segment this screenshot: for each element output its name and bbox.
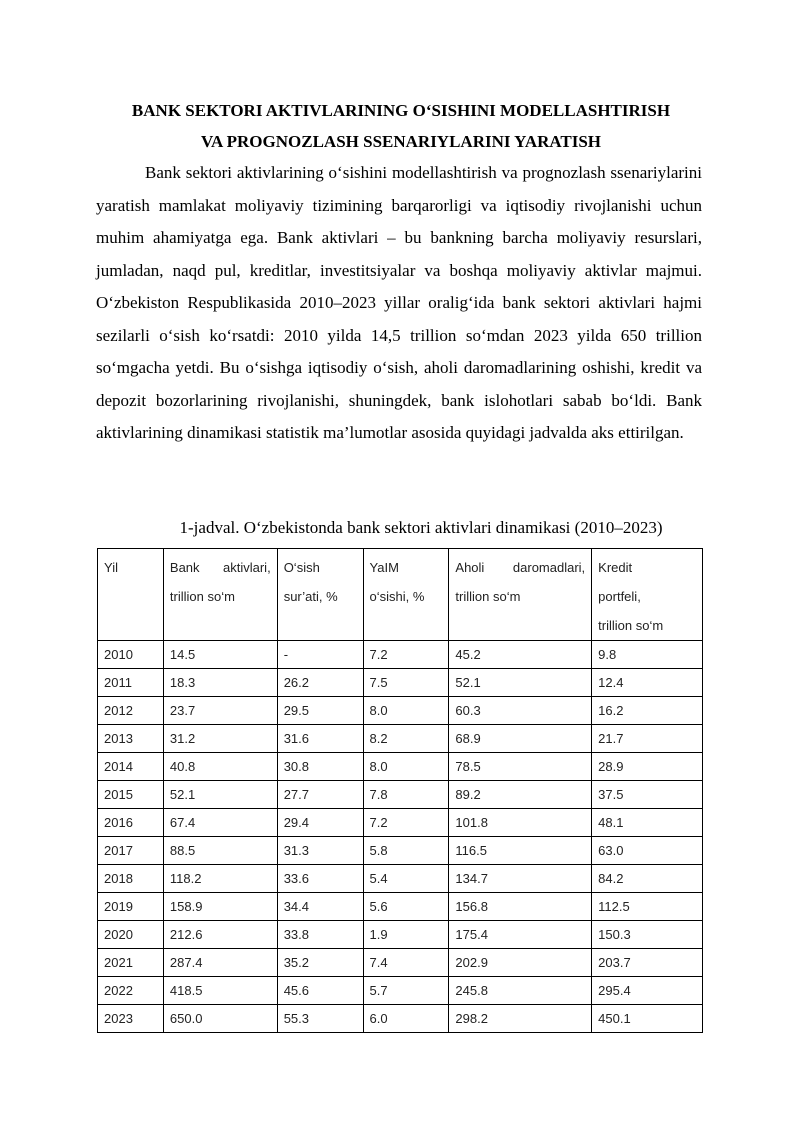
table-row (98, 781, 703, 809)
table-header-row (98, 549, 703, 641)
cell-year: 2012 (98, 697, 164, 725)
cell-household-income: 101.8 (449, 809, 592, 837)
cell-gdp-growth: 7.8 (363, 781, 449, 809)
cell-year: 2019 (98, 893, 164, 921)
cell-growth-rate: 26.2 (277, 669, 363, 697)
cell-growth-rate: 31.6 (277, 725, 363, 753)
cell-household-income: 52.1 (449, 669, 592, 697)
cell-growth-rate: 55.3 (277, 1005, 363, 1033)
cell-bank-assets: 52.1 (163, 781, 277, 809)
cell-growth-rate: 33.8 (277, 921, 363, 949)
cell-credit-portfolio: 48.1 (592, 809, 703, 837)
cell-credit-portfolio: 63.0 (592, 837, 703, 865)
cell-gdp-growth: 5.6 (363, 893, 449, 921)
cell-growth-rate: 29.5 (277, 697, 363, 725)
cell-bank-assets: 418.5 (163, 977, 277, 1005)
cell-growth-rate: 34.4 (277, 893, 363, 921)
cell-bank-assets: 118.2 (163, 865, 277, 893)
cell-growth-rate: - (277, 641, 363, 669)
cell-household-income: 78.5 (449, 753, 592, 781)
cell-household-income: 116.5 (449, 837, 592, 865)
cell-gdp-growth: 7.2 (363, 809, 449, 837)
cell-gdp-growth: 5.4 (363, 865, 449, 893)
cell-household-income: 60.3 (449, 697, 592, 725)
cell-bank-assets: 14.5 (163, 641, 277, 669)
cell-growth-rate: 30.8 (277, 753, 363, 781)
table-row (98, 893, 703, 921)
table-body (98, 641, 703, 1033)
cell-household-income: 202.9 (449, 949, 592, 977)
cell-bank-assets: 23.7 (163, 697, 277, 725)
table-row (98, 977, 703, 1005)
document-title (96, 95, 706, 157)
cell-year: 2023 (98, 1005, 164, 1033)
cell-credit-portfolio: 12.4 (592, 669, 703, 697)
table-row (98, 949, 703, 977)
cell-credit-portfolio: 16.2 (592, 697, 703, 725)
table-row (98, 1005, 703, 1033)
cell-gdp-growth: 5.8 (363, 837, 449, 865)
cell-gdp-growth: 8.0 (363, 753, 449, 781)
cell-bank-assets: 67.4 (163, 809, 277, 837)
cell-year: 2013 (98, 725, 164, 753)
cell-gdp-growth: 7.2 (363, 641, 449, 669)
cell-household-income: 298.2 (449, 1005, 592, 1033)
cell-bank-assets: 88.5 (163, 837, 277, 865)
header-growth-rate: O‘sish sur’ati, % (277, 549, 363, 641)
cell-bank-assets: 650.0 (163, 1005, 277, 1033)
cell-year: 2010 (98, 641, 164, 669)
cell-bank-assets: 40.8 (163, 753, 277, 781)
cell-credit-portfolio: 84.2 (592, 865, 703, 893)
cell-gdp-growth: 7.5 (363, 669, 449, 697)
table-row (98, 641, 703, 669)
cell-bank-assets: 31.2 (163, 725, 277, 753)
header-bank-assets: Bank aktivlari, trillion so‘m (163, 549, 277, 641)
cell-credit-portfolio: 203.7 (592, 949, 703, 977)
table-row (98, 753, 703, 781)
cell-growth-rate: 45.6 (277, 977, 363, 1005)
bank-assets-table (97, 548, 703, 1033)
header-household-income: Aholi daromadlari, trillion so‘m (449, 549, 592, 641)
cell-growth-rate: 33.6 (277, 865, 363, 893)
cell-year: 2017 (98, 837, 164, 865)
cell-credit-portfolio: 37.5 (592, 781, 703, 809)
cell-year: 2020 (98, 921, 164, 949)
table-row (98, 865, 703, 893)
cell-household-income: 134.7 (449, 865, 592, 893)
table-row (98, 669, 703, 697)
cell-credit-portfolio: 9.8 (592, 641, 703, 669)
cell-gdp-growth: 8.2 (363, 725, 449, 753)
header-year: Yil (98, 549, 164, 641)
cell-credit-portfolio: 21.7 (592, 725, 703, 753)
cell-credit-portfolio: 150.3 (592, 921, 703, 949)
title-line-1: BANK SEKTORI AKTIVLARINING O‘SISHINI MODELLASHTIRISH (131, 101, 671, 120)
cell-household-income: 68.9 (449, 725, 592, 753)
cell-year: 2011 (98, 669, 164, 697)
cell-year: 2022 (98, 977, 164, 1005)
table-row (98, 837, 703, 865)
table-row (98, 725, 703, 753)
table-row (98, 697, 703, 725)
cell-gdp-growth: 6.0 (363, 1005, 449, 1033)
cell-growth-rate: 29.4 (277, 809, 363, 837)
intro-paragraph: Bank sektori aktivlarining o‘sishini modellashtirish va prognozlash ssenariylarini yaratish mamlakat moliyaviy tizimining barqarorligi va iqtisodiy rivojlanishi uchun muhim ahamiyatga ega. Bank aktivlari – bu bankning barcha moliyaviy resurslari, jumladan, naqd pul, kreditlar, investitsiyalar va boshqa moliyaviy aktivlar majmui. O‘zbekiston Respublikasida 2010–2023 yillar oralig‘ida bank sektori aktivlari hajmi sezilarli o‘sish ko‘rsatdi: 2010 yilda 14,5 trillion so‘mdan 2023 yilda 650 trillion so‘mgacha yetdi. Bu o‘sishga iqtisodiy o‘sish, aholi daromadlarining oshishi, kredit va depozit bozorlarining rivojlanishi, shuningdek, bank islohotlari sabab bo‘ldi. Bank aktivlarining dinamikasi statistik ma’lumotlar asosida quyidagi jadvalda aks ettirilgan. (96, 163, 702, 442)
cell-gdp-growth: 8.0 (363, 697, 449, 725)
cell-household-income: 175.4 (449, 921, 592, 949)
cell-year: 2015 (98, 781, 164, 809)
cell-household-income: 45.2 (449, 641, 592, 669)
cell-growth-rate: 31.3 (277, 837, 363, 865)
cell-year: 2018 (98, 865, 164, 893)
cell-gdp-growth: 7.4 (363, 949, 449, 977)
cell-household-income: 89.2 (449, 781, 592, 809)
table-row (98, 809, 703, 837)
cell-credit-portfolio: 28.9 (592, 753, 703, 781)
header-gdp-growth: YaIM o‘sishi, % (363, 549, 449, 641)
cell-year: 2016 (98, 809, 164, 837)
title-line-2: VA PROGNOZLASH SSENARIYLARINI YARATISH (200, 132, 602, 151)
cell-credit-portfolio: 295.4 (592, 977, 703, 1005)
table-row (98, 921, 703, 949)
cell-growth-rate: 27.7 (277, 781, 363, 809)
cell-household-income: 245.8 (449, 977, 592, 1005)
cell-gdp-growth: 1.9 (363, 921, 449, 949)
cell-gdp-growth: 5.7 (363, 977, 449, 1005)
cell-bank-assets: 18.3 (163, 669, 277, 697)
cell-credit-portfolio: 450.1 (592, 1005, 703, 1033)
cell-year: 2021 (98, 949, 164, 977)
header-credit-portfolio: Kredit portfeli, trillion so‘m (592, 549, 703, 641)
cell-year: 2014 (98, 753, 164, 781)
cell-credit-portfolio: 112.5 (592, 893, 703, 921)
cell-bank-assets: 212.6 (163, 921, 277, 949)
cell-bank-assets: 287.4 (163, 949, 277, 977)
table-caption: 1-jadval. O‘zbekistonda bank sektori aktivlari dinamikasi (2010–2023) (179, 518, 663, 537)
cell-bank-assets: 158.9 (163, 893, 277, 921)
cell-household-income: 156.8 (449, 893, 592, 921)
cell-growth-rate: 35.2 (277, 949, 363, 977)
